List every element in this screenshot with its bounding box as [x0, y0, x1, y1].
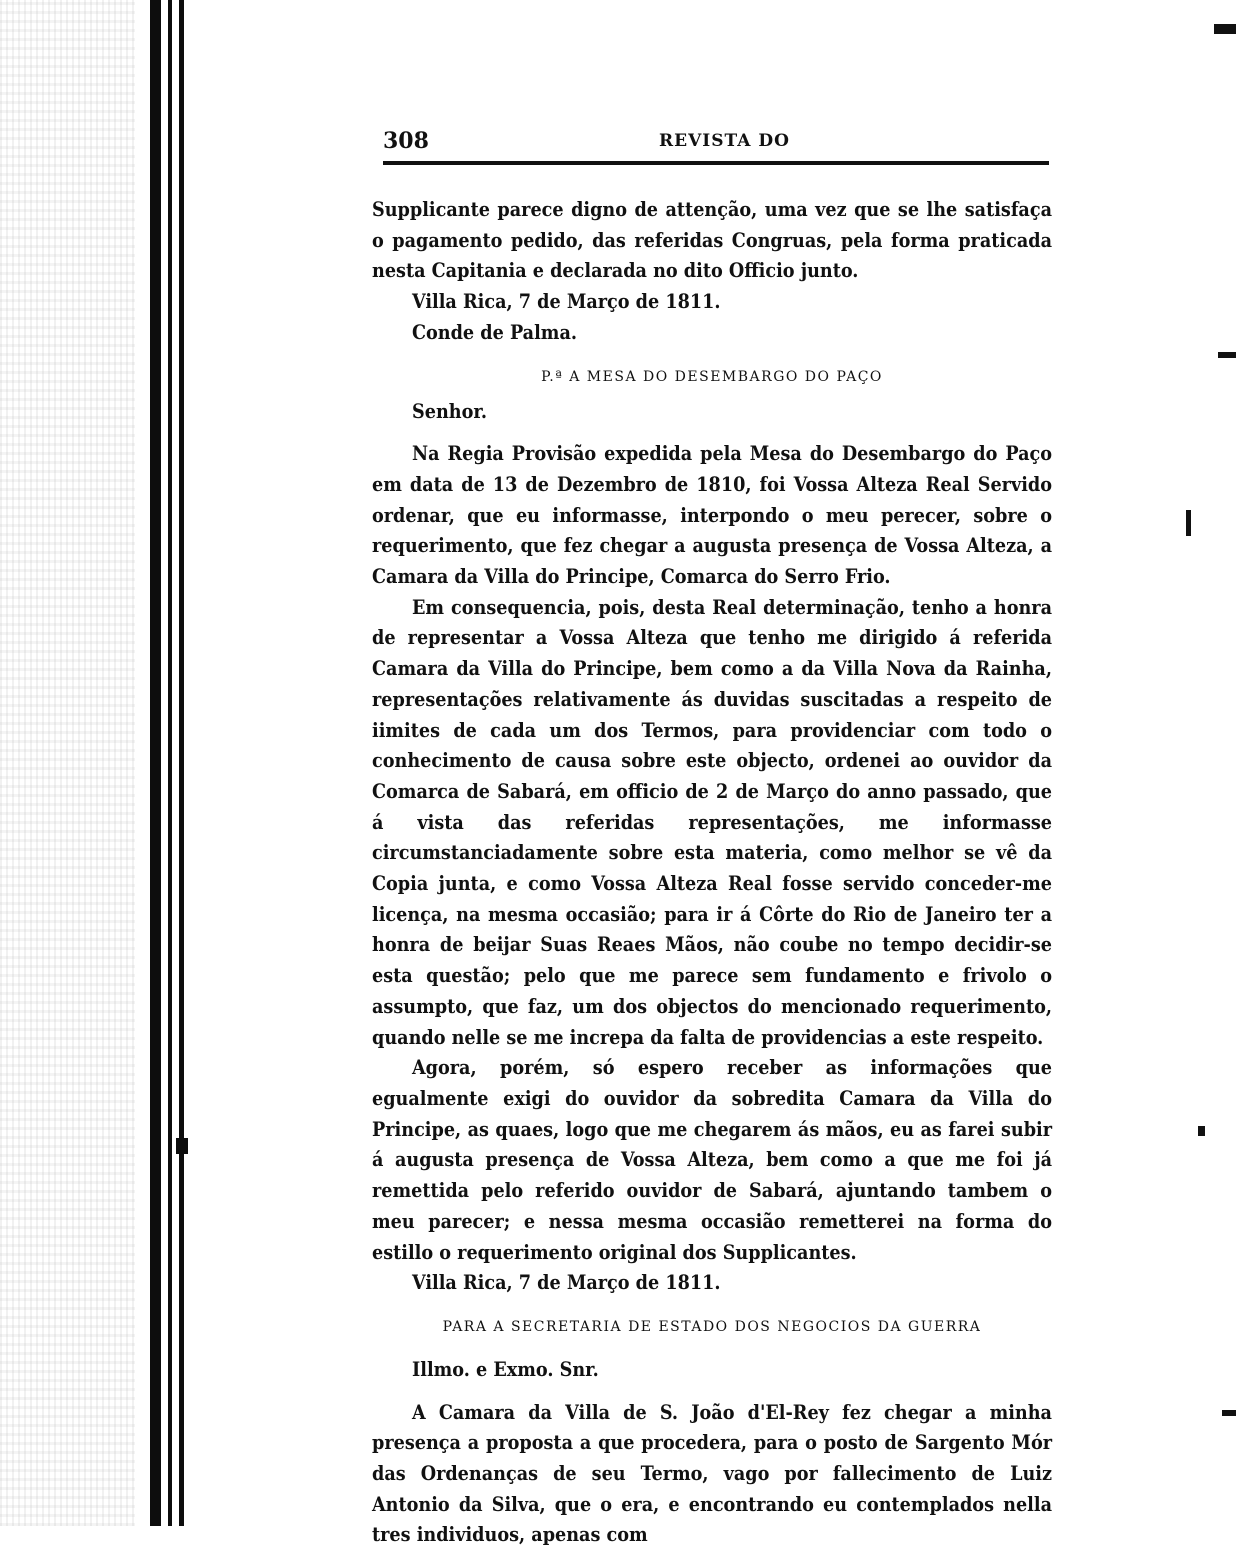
page-header — [383, 128, 1049, 162]
binding-mark — [176, 1138, 188, 1154]
section-heading: P.ª A MESA DO DESEMBARGO DO PAÇO — [541, 368, 883, 385]
continuation-paragraph: Supplicante parece digno de attenção, uma vez que se lhe satisfaça o pagamento pedido, das referidas Congruas, pela forma praticada nesta Capitania e declarada no dito Officio junto. — [372, 198, 1052, 283]
salutation: Illmo. e Exmo. Snr. — [412, 1357, 599, 1381]
header-rule — [383, 161, 1049, 165]
page-number: 308 — [383, 128, 429, 154]
margin-mark — [1218, 352, 1236, 358]
body-paragraph: Em consequencia, pois, desta Real determinação, tenho a honra de representar a Vossa Alteza que tenho me dirigido á referida Camara da Villa do Principe, bem como a da Villa Nova da Rainha, representações relativamente ás duvidas suscitadas a respeito de iimites de cada um dos Termos, para providenciar com todo o conhecimento de causa sobre este objecto, ordenei ao ouvidor da Comarca de Sabará, em officio de 2 de Março do anno passado, que á vista das referidas representações, me informasse circumstanciadamente sobre esta materia, como melhor se vê da Copia junta, e como Vossa Alteza Real fosse servido conceder-me licença, na mesma occasião; para ir á Côrte do Rio de Janeiro ter a honra de beijar Suas Reaes Mãos, não coube no tempo decidir-se esta questão; pelo que me parece sem fundamento e frivolo o assumpto, que faz, um dos objectos do mencionado requerimento, quando nelle se me increpa da falta de providencias a este respeito. — [372, 595, 1052, 1049]
section-heading: PARA A SECRETARIA DE ESTADO DOS NEGOCIOS DA GUERRA — [442, 1318, 982, 1335]
margin-mark — [1186, 510, 1191, 536]
place-date: Villa Rica, 7 de Março de 1811. — [412, 290, 721, 314]
margin-mark — [1214, 24, 1236, 34]
binding-bar — [150, 0, 161, 1526]
salutation: Senhor. — [412, 399, 487, 423]
scanned-page-edge — [0, 0, 200, 1526]
margin-mark — [1222, 1410, 1236, 1416]
running-head: REVISTA DO — [659, 131, 790, 151]
body-paragraph: A Camara da Villa de S. João d'El-Rey fez chegar a minha presença a proposta a que procedera, para o posto de Sargento Mór das Ordenanças de seu Termo, vago por fallecimento de Luiz Antonio da Silva, que o era, e encontrando eu contemplados nella tres individuos, apenas com — [372, 1400, 1052, 1547]
body-paragraph: Na Regia Provisão expedida pela Mesa do Desembargo do Paço em data de 13 de Dezembro de 1810, foi Vossa Alteza Real Servido ordenar, que eu informasse, interpondo o meu perecer, sobre o requerimento, que fez chegar a augusta presença de Vossa Alteza, a Camara da Villa do Principe, Comarca do Serro Frio. — [372, 442, 1052, 589]
body-paragraph: Agora, porém, só espero receber as informações que egualmente exigi do ouvidor da sobredita Camara da Villa do Principe, as quaes, logo que me chegarem ás mãos, eu as farei subir á augusta presença de Vossa Alteza, bem como a que me foi já remettida pelo referido ouvidor de Sabará, ajuntando tambem o meu parecer; e nessa mesma occasião remetterei na forma do estillo o requerimento original dos Supplicantes. — [372, 1056, 1052, 1264]
binding-bar — [179, 0, 184, 1526]
document-body — [372, 195, 1052, 1551]
signature: Conde de Palma. — [412, 320, 578, 344]
binding-bar — [168, 0, 172, 1526]
adjacent-page-remnant — [0, 0, 135, 1526]
place-date: Villa Rica, 7 de Março de 1811. — [412, 1271, 721, 1295]
margin-mark — [1198, 1126, 1205, 1136]
